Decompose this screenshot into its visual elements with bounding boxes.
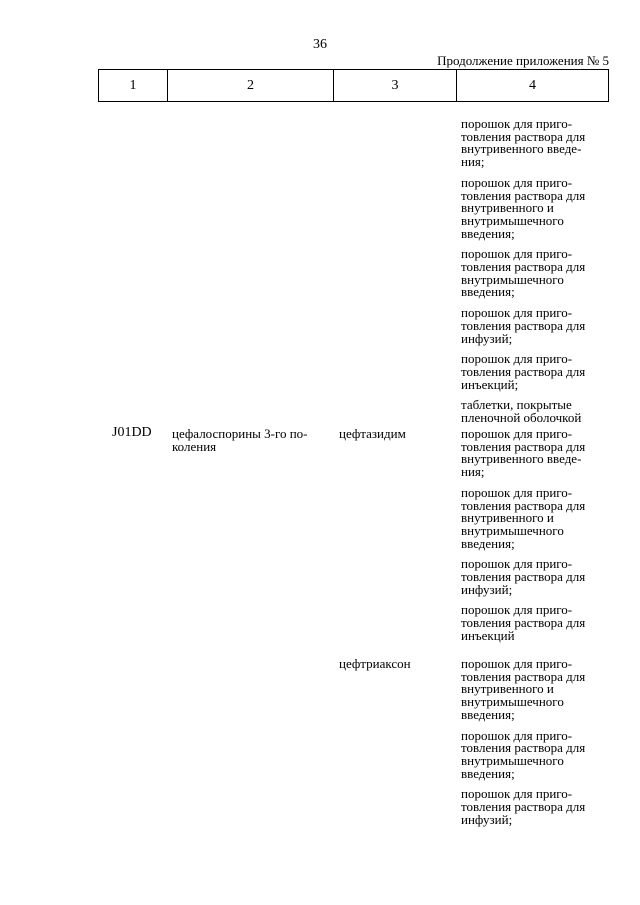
dosage-form: порошок для приго- товления раствора для инъекций; [461, 351, 586, 392]
drug-name-ceftazidime: цефтазидим [339, 426, 406, 441]
dosage-form: порошок для приго- товления раствора для внутривенного и внутримышечного введения; [461, 484, 586, 551]
dosage-form: порошок для приго- товления раствора для инфузий; [461, 556, 586, 597]
header-col-1: 1 [99, 70, 168, 101]
table-header-row [98, 69, 609, 102]
dosage-form: порошок для приго- товления раствора для внутривенного и внутримышечного введения; [461, 174, 586, 241]
header-col-4: 4 [529, 77, 536, 93]
dosage-form: порошок для приго- товления раствора для внутривенного введе- ния; [461, 116, 586, 170]
dosage-form: порошок для приго- товления раствора для инфузий; [461, 786, 586, 827]
dosage-form: порошок для приго- товления раствора для внутримышечного введения; [461, 727, 586, 781]
continued-forms-list [461, 118, 611, 433]
ceftriaxone-forms-list [461, 658, 611, 834]
dosage-form: таблетки, покрытые пленочной оболочкой [461, 397, 582, 426]
header-col-2: 2 [168, 70, 334, 101]
dosage-form: порошок для приго- товления раствора для внутривенного введе- ния; [461, 426, 586, 480]
dosage-form: порошок для приго- товления раствора для инфузий; [461, 305, 586, 346]
appendix-continuation-note: Продолжение приложения № 5 [437, 53, 609, 68]
atc-group-name: цефалоспорины 3-го по- коления [172, 426, 308, 454]
dosage-form: порошок для приго- товления раствора для инъекций [461, 602, 586, 643]
page-number: 36 [313, 37, 327, 52]
header-col-3: 3 [334, 70, 457, 101]
ceftazidime-forms-list [461, 428, 611, 651]
atc-code: J01DD [112, 425, 152, 440]
drug-name-ceftriaxone: цефтриаксон [339, 656, 411, 671]
dosage-form: порошок для приго- товления раствора для внутримышечного введения; [461, 246, 586, 300]
dosage-form: порошок для приго- товления раствора для внутривенного и внутримышечного введения; [461, 656, 586, 722]
